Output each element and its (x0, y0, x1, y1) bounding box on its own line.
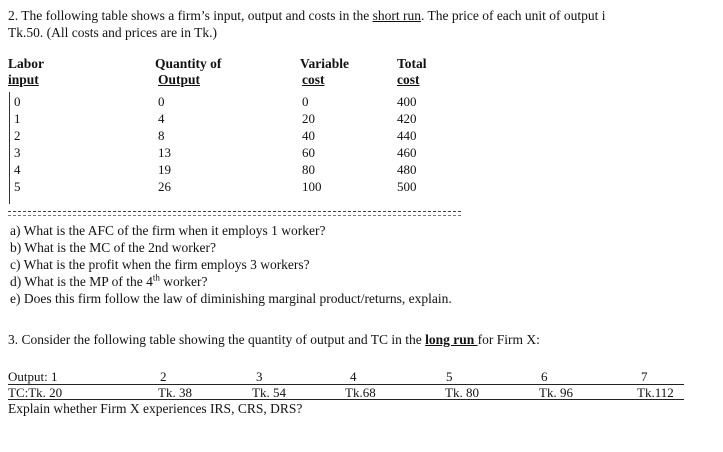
table-cell: 5 (14, 179, 21, 194)
table-cell: 440 (397, 128, 417, 143)
lr-tc-6: Tk. 96 (539, 385, 573, 400)
table-cell: 100 (302, 179, 322, 194)
table-cell: 4 (158, 111, 165, 126)
table-cell: 20 (302, 111, 315, 126)
table-cell: 400 (397, 94, 417, 109)
labor-column (14, 93, 21, 195)
header-total-cost: Total cost (397, 56, 427, 87)
table-cell: 26 (158, 179, 171, 194)
lr-output-3: 3 (256, 369, 263, 384)
table-cell: 80 (302, 162, 315, 177)
lr-tc-2: Tk. 38 (158, 385, 192, 400)
table-cell: 480 (397, 162, 417, 177)
lr-output-5: 5 (446, 369, 453, 384)
sub-question-d: d) What is the MP of the 4th worker? (10, 272, 208, 289)
table-cell: 4 (14, 162, 21, 177)
sub-question-list (10, 222, 452, 307)
lr-row-rule (8, 399, 684, 400)
short-run-link: short run (372, 8, 421, 23)
header-variable-cost: Variable cost (300, 56, 350, 87)
question-2-line-1: 2. The following table shows a firm’s input, output and costs in the short run. The price of each unit of output i (8, 8, 606, 23)
lr-tc-7: Tk.112 (637, 385, 674, 400)
table-cell: 13 (158, 145, 171, 160)
table-cell: 460 (397, 145, 417, 160)
sub-question-b: b) What is the MC of the 2nd worker? (10, 240, 216, 255)
dashed-divider (8, 215, 461, 216)
question-3-intro: 3. Consider the following table showing the quantity of output and TC in the long run for Firm X: (8, 332, 540, 347)
total-cost-column (397, 93, 417, 195)
table-cell: 8 (158, 128, 165, 143)
question-2-line-2: Tk.50. (All costs and prices are in Tk.) (8, 25, 217, 40)
table-cell: 1 (14, 111, 21, 126)
table-cell: 2 (14, 128, 21, 143)
lr-tc-5: Tk. 80 (445, 385, 479, 400)
table-cell: 40 (302, 128, 315, 143)
lr-output-2: 2 (160, 369, 167, 384)
header-labor: Labor input (8, 56, 45, 87)
long-run-link: long run (425, 332, 478, 347)
lr-tc-1: TC:Tk. 20 (8, 385, 63, 400)
output-column (158, 93, 171, 195)
table-cell: 420 (397, 111, 417, 126)
lr-output-4: 4 (350, 369, 357, 384)
table-left-rule (9, 92, 10, 204)
question-2-intro (8, 7, 606, 41)
dashed-divider (8, 211, 461, 212)
lr-tc-3: Tk. 54 (252, 385, 286, 400)
table-cell: 19 (158, 162, 171, 177)
lr-output-1: Output: 1 (8, 369, 58, 384)
table-cell: 500 (397, 179, 417, 194)
sub-question-e: e) Does this firm follow the law of diminishing marginal product/returns, explain. (10, 291, 452, 306)
table-cell: 3 (14, 145, 21, 160)
table-cell: 0 (14, 94, 21, 109)
lr-explain-question: Explain whether Firm X experiences IRS, CRS, DRS? (8, 401, 303, 416)
table-cell: 0 (302, 94, 309, 109)
table-cell: 60 (302, 145, 315, 160)
sub-question-c: c) What is the profit when the firm employs 3 workers? (10, 257, 310, 272)
header-quantity: Quantity of Output (155, 56, 222, 87)
lr-output-6: 6 (541, 369, 548, 384)
variable-cost-column (302, 93, 322, 195)
sub-question-a: a) What is the AFC of the firm when it employs 1 worker? (10, 223, 326, 238)
lr-output-7: 7 (641, 369, 648, 384)
table-cell: 0 (158, 94, 165, 109)
lr-tc-4: Tk.68 (345, 385, 376, 400)
